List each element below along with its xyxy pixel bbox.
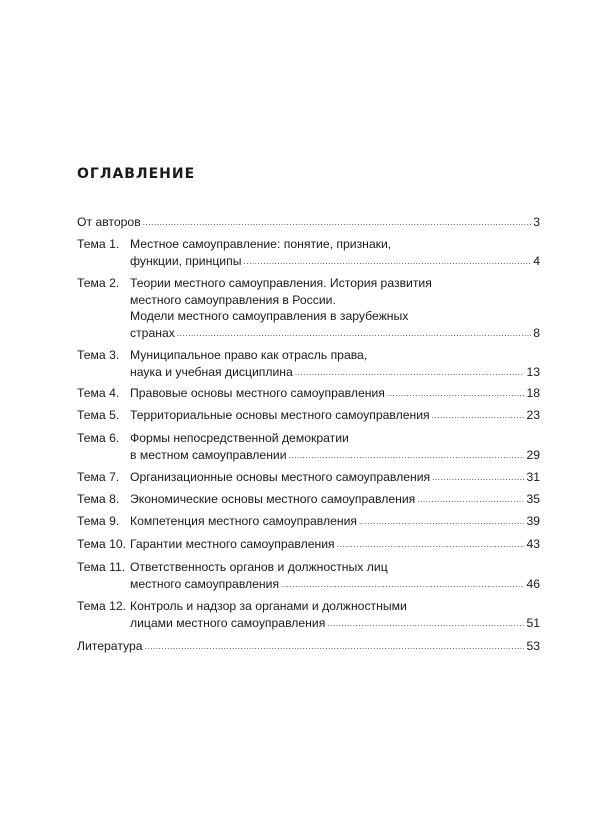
toc-entry-title: Теории местного самоуправления. История развития <box>130 276 432 290</box>
toc-entry-title: наука и учебная дисциплина <box>130 364 293 379</box>
toc-page-number: 4 <box>533 253 540 268</box>
toc-entry-topic-5[interactable] <box>77 407 540 426</box>
toc-entry-title: Формы непосредственной демократии <box>130 431 349 445</box>
toc-entry-literature[interactable] <box>77 638 540 657</box>
toc-entry-title: местного самоуправления в России. <box>130 292 336 307</box>
dot-leader <box>295 363 525 382</box>
toc-topic-label: Тема 4. <box>77 386 120 400</box>
toc-entry-title: Контроль и надзор за органами и должностными <box>130 599 407 613</box>
toc-topic-label: Тема 10. <box>77 537 127 551</box>
toc-entry-topic-2[interactable] <box>77 275 540 343</box>
dot-leader <box>432 406 525 425</box>
dot-leader <box>281 575 524 594</box>
toc-topic-label: Тема 6. <box>77 431 120 445</box>
toc-topic-label: Тема 3. <box>77 348 120 362</box>
toc-page-number: 53 <box>526 639 540 653</box>
toc-entry-topic-8[interactable] <box>77 491 540 510</box>
toc-page-number: 23 <box>526 408 540 422</box>
toc-entry-topic-12[interactable] <box>77 598 540 633</box>
toc-entry-title: Модели местного самоуправления в зарубежных <box>130 309 409 323</box>
toc-page-number: 3 <box>533 215 540 229</box>
toc-entry-title: Гарантии местного самоуправления <box>130 537 335 551</box>
dot-leader <box>432 468 524 487</box>
toc-page-number: 13 <box>526 364 540 379</box>
toc-entry-title: От авторов <box>77 215 141 229</box>
toc-entry-authors[interactable] <box>77 214 540 233</box>
dot-leader <box>359 512 524 531</box>
toc-page-number: 51 <box>526 615 540 630</box>
toc-entry-title: в местном самоуправлении <box>130 447 287 462</box>
toc-page-number: 8 <box>533 325 540 340</box>
toc-page-number: 46 <box>526 576 540 591</box>
dot-leader <box>337 535 525 554</box>
toc-topic-label: Тема 2. <box>77 276 120 290</box>
toc-entry-topic-11[interactable] <box>77 559 540 594</box>
toc-page-number: 31 <box>526 470 540 484</box>
toc-page-number: 29 <box>526 447 540 462</box>
toc-entry-title: местного самоуправления <box>130 576 280 591</box>
toc-entry-title: Компетенция местного самоуправления <box>130 514 358 528</box>
toc-topic-label: Тема 11. <box>77 560 126 574</box>
dot-leader <box>243 252 531 271</box>
toc-page-number: 18 <box>526 386 540 400</box>
toc-page-number: 39 <box>526 514 540 528</box>
toc-entry-title: Литература <box>77 639 143 653</box>
toc-topic-label: Тема 9. <box>77 514 120 528</box>
toc-entry-title: Ответственность органов и должностных лиц <box>130 560 388 574</box>
toc-entry-topic-9[interactable] <box>77 513 540 532</box>
toc-topic-label: Тема 1. <box>77 237 120 251</box>
toc-entry-title: Организационные основы местного самоуправления <box>130 470 431 484</box>
toc-topic-label: Тема 12. <box>77 599 127 613</box>
dot-leader <box>289 446 525 465</box>
toc-topic-label: Тема 8. <box>77 492 120 506</box>
dot-leader <box>145 637 525 656</box>
dot-leader <box>417 490 524 509</box>
dot-leader <box>177 324 531 343</box>
toc-entry-topic-1[interactable] <box>77 236 540 271</box>
toc-entry-topic-3[interactable] <box>77 347 540 382</box>
toc-entry-title: Экономические основы местного самоуправления <box>130 492 416 506</box>
toc-entry-title: Муниципальное право как отрасль права, <box>130 348 368 362</box>
toc-entry-title: функции, принципы <box>130 253 242 268</box>
toc-page-number: 43 <box>526 537 540 551</box>
toc-topic-label: Тема 5. <box>77 408 120 422</box>
toc-entry-title: лицами местного самоуправления <box>130 615 326 630</box>
toc-entry-topic-4[interactable] <box>77 385 540 404</box>
toc-entry-title: Территориальные основы местного самоуправления <box>130 408 430 422</box>
toc-entry-topic-10[interactable] <box>77 536 540 555</box>
toc-topic-label: Тема 7. <box>77 470 120 484</box>
toc-entry-title: Местное самоуправление: понятие, признаки, <box>130 237 392 251</box>
toc-page-number: 35 <box>526 492 540 506</box>
toc-entry-topic-6[interactable] <box>77 430 540 465</box>
toc-heading: ОГЛАВЛЕНИЕ <box>77 166 196 182</box>
toc-entry-title: Правовые основы местного самоуправления <box>130 386 385 400</box>
dot-leader <box>387 384 525 403</box>
toc-entry-topic-7[interactable] <box>77 469 540 488</box>
dot-leader <box>327 614 524 633</box>
dot-leader <box>143 213 532 232</box>
toc-entry-title: странах <box>130 325 175 340</box>
